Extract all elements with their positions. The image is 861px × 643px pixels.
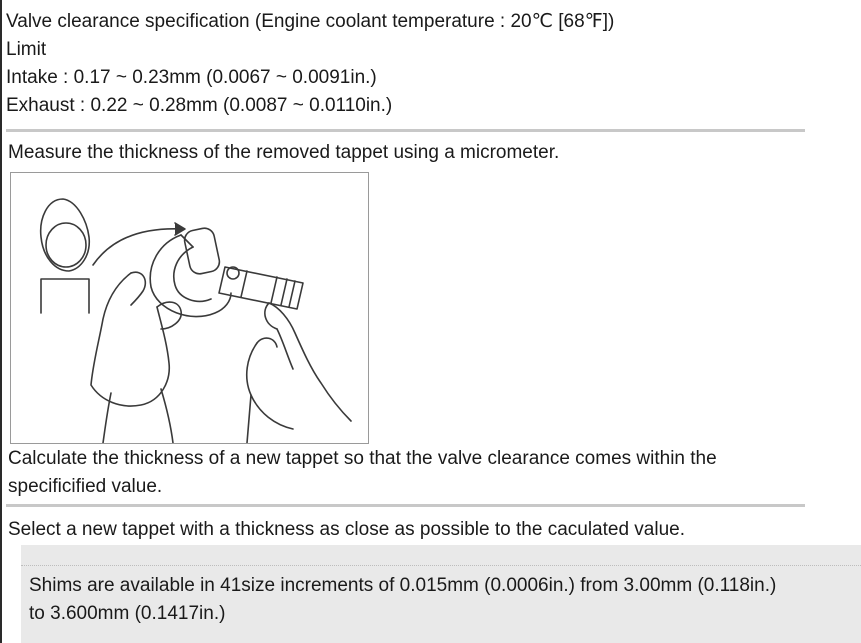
spec-heading: Valve clearance specification (Engine coolant temperature : 20℃ [68℉]) xyxy=(6,11,615,32)
step-measure: Measure the thickness of the removed tappet using a micrometer. xyxy=(8,142,560,163)
note-line1: Shims are available in 41size increments of 0.015mm (0.0006in.) from 3.00mm (0.118in.) xyxy=(29,575,777,596)
step-calculate-line1: Calculate the thickness of a new tappet so that the valve clearance comes within the xyxy=(8,448,717,469)
step-calculate-line2: specificified value. xyxy=(8,476,163,497)
step-select: Select a new tappet with a thickness as close as possible to the caculated value. xyxy=(8,519,686,540)
micrometer-measuring-tappet-icon xyxy=(11,173,368,443)
note-line2: to 3.600mm (0.1417in.) xyxy=(29,603,226,624)
note-separator xyxy=(21,565,861,566)
spec-exhaust: Exhaust : 0.22 ~ 0.28mm (0.0087 ~ 0.0110in.) xyxy=(6,95,393,116)
spec-intake: Intake : 0.17 ~ 0.23mm (0.0067 ~ 0.0091in.) xyxy=(6,67,377,88)
micrometer-figure xyxy=(10,172,369,444)
page-left-border xyxy=(0,0,2,643)
section-divider xyxy=(6,504,805,507)
spec-limit-label: Limit xyxy=(6,39,47,60)
section-divider xyxy=(6,129,805,132)
